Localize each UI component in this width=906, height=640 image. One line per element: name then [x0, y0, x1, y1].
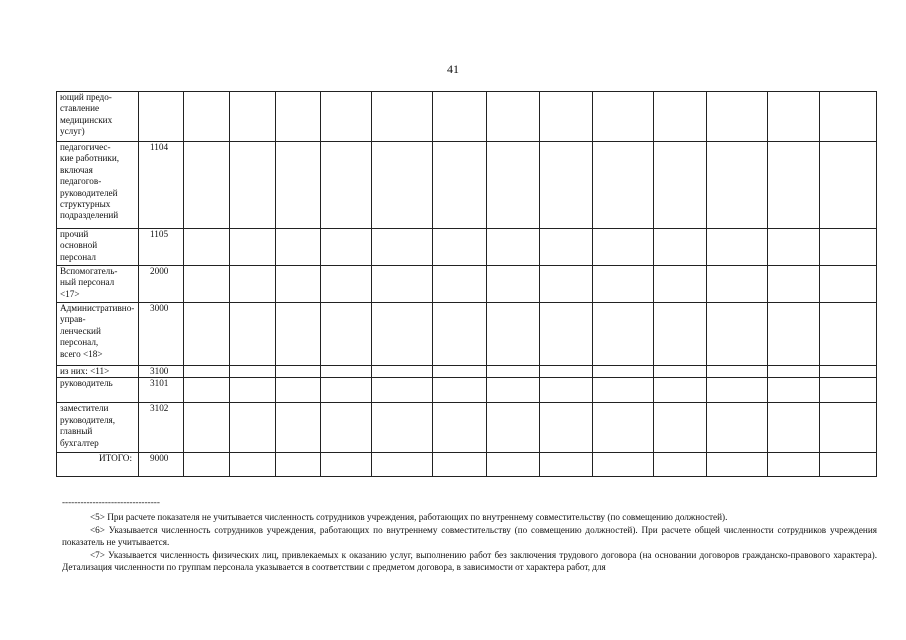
empty-cell — [230, 229, 276, 266]
empty-cell — [820, 366, 877, 378]
empty-cell — [654, 142, 707, 229]
empty-cell — [230, 378, 276, 403]
empty-cell — [654, 303, 707, 366]
empty-cell — [433, 303, 487, 366]
table-row — [57, 303, 877, 366]
row-label: заместители руководителя, главный бухгалтер — [57, 403, 139, 453]
empty-cell — [230, 266, 276, 303]
footnote-separator: -------------------------------- — [62, 497, 160, 507]
empty-cell — [372, 378, 433, 403]
empty-cell — [433, 142, 487, 229]
empty-cell — [707, 303, 768, 366]
empty-cell — [372, 142, 433, 229]
empty-cell — [593, 142, 654, 229]
empty-cell — [768, 378, 820, 403]
empty-cell — [433, 92, 487, 142]
empty-cell — [593, 92, 654, 142]
empty-cell — [433, 366, 487, 378]
row-label: Административно-управ- ленческий персонал, всего <18> — [57, 303, 139, 366]
empty-cell — [768, 92, 820, 142]
empty-cell — [540, 92, 593, 142]
empty-cell — [654, 266, 707, 303]
empty-cell — [768, 229, 820, 266]
table-row — [57, 453, 877, 477]
empty-cell — [820, 453, 877, 477]
empty-cell — [230, 142, 276, 229]
empty-cell — [321, 92, 372, 142]
empty-cell — [321, 303, 372, 366]
empty-cell — [433, 266, 487, 303]
empty-cell — [487, 303, 540, 366]
empty-cell — [654, 453, 707, 477]
empty-cell — [593, 229, 654, 266]
empty-cell — [707, 142, 768, 229]
empty-cell — [276, 142, 321, 229]
empty-cell — [593, 303, 654, 366]
row-label: прочий основной персонал — [57, 229, 139, 266]
empty-cell — [768, 266, 820, 303]
empty-cell — [707, 92, 768, 142]
empty-cell — [372, 366, 433, 378]
empty-cell — [276, 403, 321, 453]
empty-cell — [230, 92, 276, 142]
table-row — [57, 266, 877, 303]
empty-cell — [230, 303, 276, 366]
row-code: 3101 — [139, 378, 184, 403]
table-row — [57, 366, 877, 378]
footnote-6: <6> Указывается численность сотрудников учреждения, работающих по внутреннему совместительству (по совмещению должностей). При расчете общей численности сотрудников учреждения показатель не учитывается. — [62, 525, 877, 547]
empty-cell — [276, 92, 321, 142]
empty-cell — [487, 366, 540, 378]
empty-cell — [433, 453, 487, 477]
row-code: 3000 — [139, 303, 184, 366]
row-code: 1105 — [139, 229, 184, 266]
row-label: педагогичес- кие работники, включая педагогов- руководителей структурных подразделений — [57, 142, 139, 229]
table-row — [57, 403, 877, 453]
empty-cell — [372, 403, 433, 453]
empty-cell — [321, 378, 372, 403]
empty-cell — [230, 453, 276, 477]
empty-cell — [820, 378, 877, 403]
empty-cell — [372, 92, 433, 142]
empty-cell — [276, 378, 321, 403]
empty-cell — [184, 366, 230, 378]
empty-cell — [276, 266, 321, 303]
empty-cell — [707, 366, 768, 378]
row-label: Вспомогатель- ный персонал <17> — [57, 266, 139, 303]
empty-cell — [540, 403, 593, 453]
empty-cell — [707, 229, 768, 266]
empty-cell — [184, 92, 230, 142]
empty-cell — [230, 366, 276, 378]
empty-cell — [593, 366, 654, 378]
empty-cell — [372, 303, 433, 366]
footnote-5: <5> При расчете показателя не учитывается численность сотрудников учреждения, работающих по внутреннему совместительству (по совмещению должностей). — [90, 512, 728, 522]
empty-cell — [487, 142, 540, 229]
empty-cell — [707, 403, 768, 453]
empty-cell — [487, 92, 540, 142]
table-row — [57, 142, 877, 229]
empty-cell — [820, 303, 877, 366]
empty-cell — [707, 453, 768, 477]
empty-cell — [230, 403, 276, 453]
empty-cell — [540, 229, 593, 266]
empty-cell — [707, 266, 768, 303]
empty-cell — [276, 453, 321, 477]
empty-cell — [540, 453, 593, 477]
empty-cell — [540, 378, 593, 403]
empty-cell — [593, 378, 654, 403]
empty-cell — [321, 453, 372, 477]
empty-cell — [540, 366, 593, 378]
empty-cell — [487, 403, 540, 453]
empty-cell — [654, 366, 707, 378]
empty-cell — [433, 378, 487, 403]
staff-table — [56, 91, 877, 477]
empty-cell — [433, 403, 487, 453]
row-label: руководитель — [57, 378, 139, 403]
empty-cell — [593, 453, 654, 477]
empty-cell — [820, 92, 877, 142]
empty-cell — [768, 142, 820, 229]
page-number: 41 — [447, 62, 459, 76]
empty-cell — [487, 266, 540, 303]
empty-cell — [654, 378, 707, 403]
empty-cell — [540, 303, 593, 366]
empty-cell — [276, 303, 321, 366]
empty-cell — [768, 403, 820, 453]
row-code: 3102 — [139, 403, 184, 453]
empty-cell — [707, 378, 768, 403]
footnotes — [62, 496, 877, 574]
empty-cell — [372, 453, 433, 477]
row-label: ИТОГО: — [57, 453, 139, 477]
empty-cell — [321, 403, 372, 453]
table-row — [57, 92, 877, 142]
row-label: ющий предо- ставление медицинских услуг) — [57, 92, 139, 142]
empty-cell — [276, 229, 321, 266]
table-row — [57, 229, 877, 266]
row-code: 2000 — [139, 266, 184, 303]
empty-cell — [540, 266, 593, 303]
empty-cell — [372, 266, 433, 303]
empty-cell — [184, 403, 230, 453]
empty-cell — [487, 453, 540, 477]
table-row — [57, 378, 877, 403]
empty-cell — [654, 229, 707, 266]
footnote-7: <7> Указывается численность физических лиц, привлекаемых к оказанию услуг, выполнению работ без заключения трудового договора (на основании договоров гражданско-правового характера). Детализация численности по группам персонала указывается в соответствии с предметом договора, в зависимости от характера работ, для — [62, 550, 877, 572]
empty-cell — [321, 366, 372, 378]
empty-cell — [820, 266, 877, 303]
empty-cell — [184, 266, 230, 303]
empty-cell — [184, 453, 230, 477]
empty-cell — [321, 266, 372, 303]
row-code: 9000 — [139, 453, 184, 477]
empty-cell — [184, 378, 230, 403]
empty-cell — [487, 378, 540, 403]
empty-cell — [768, 453, 820, 477]
empty-cell — [321, 229, 372, 266]
empty-cell — [768, 366, 820, 378]
empty-cell — [654, 403, 707, 453]
empty-cell — [593, 266, 654, 303]
row-code: 3100 — [139, 366, 184, 378]
empty-cell — [276, 366, 321, 378]
empty-cell — [184, 229, 230, 266]
empty-cell — [820, 229, 877, 266]
empty-cell — [433, 229, 487, 266]
empty-cell — [820, 403, 877, 453]
row-label: из них: <11> — [57, 366, 139, 378]
empty-cell — [768, 303, 820, 366]
empty-cell — [184, 303, 230, 366]
empty-cell — [654, 92, 707, 142]
empty-cell — [372, 229, 433, 266]
empty-cell — [820, 142, 877, 229]
row-code: 1104 — [139, 142, 184, 229]
empty-cell — [540, 142, 593, 229]
empty-cell — [487, 229, 540, 266]
row-code — [139, 92, 184, 142]
empty-cell — [593, 403, 654, 453]
empty-cell — [184, 142, 230, 229]
empty-cell — [321, 142, 372, 229]
